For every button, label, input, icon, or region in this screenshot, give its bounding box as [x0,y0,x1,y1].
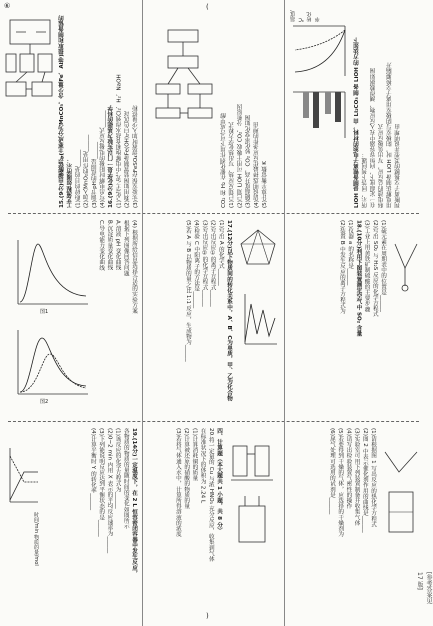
mid-right-panel [285,214,427,420]
tc-line-4: (3)随温度升高，CO₂ 转化率变化如图 [245,114,252,208]
bc-line-1: 四、计算题（本大题共 1 小题，共 8 分） [216,428,222,534]
br-line-2: (2)图 2 中表示催化剂作用的曲线是______ [361,428,368,533]
bl-figure-labels [4,512,40,572]
bracket-mark-top: ( [206,3,209,11]
top-right-panel [285,8,427,212]
mr-line-3: (3)工业上用黄铁矿制硫酸的主要步骤 [363,220,370,312]
bl-line-1: 19.(14分)一定温度下，在 2 L 恒容密闭容器中发生反应， [131,428,137,577]
q16-part-1: (1)“化学之光”中电解饱和食盐水得到Cl₂、H₂、NaOH [116,74,123,208]
page-number: ⑥ [4,2,11,10]
chart-label-rate: 转化率 [306,12,321,22]
mr-line-2: (2)写出 SO₂ 与 H₂S 反应的化学方程式 [371,220,378,317]
bl-line-5: (3)下列能说明反应达到平衡状态的是______ [98,428,105,537]
bc-line-4: (1)计算消耗铜的质量 [191,428,198,481]
mid-center-panel [143,214,284,420]
tr-line-6: 判断离子交换膜的类型并说明理由 [395,124,402,208]
bc-line-2: 20.将一定量的 Cu 与浓 HNO₃ 充分反应，收集到气体 [207,428,214,562]
tc-line-2: (1)已知反应热，写出热化学方程式 [229,121,236,208]
br-line-1: (1)请根据图 1 写出反应的热化学方程式 [370,428,376,528]
figure-label-1: 图1 [40,309,49,315]
ml-line-1: 根据下列图像回答问题 [122,220,129,276]
mr-line-5: (1)仪器 a 的名称是______ [347,220,354,286]
bottom-right-text [291,428,377,608]
bl-line-2: 各物质的物质的量随时间的变化如图所示 [122,428,129,529]
bottom-center-panel [143,422,284,612]
bl-line-6: (4)计算平衡时 Y 的转化率______ [89,428,96,511]
mr-line-1: (1)硫元素在周期表中的位置是______ [380,220,386,312]
q15-part-2: (2)加入MnO₂的作用是______ [83,134,90,208]
bl-line-3: (1)该反应的化学方程式为______ [114,428,121,509]
q16-part-2: (2)利用如图装置制备Fe(OH)₂白色沉淀 [124,111,131,208]
tr-line-1: LiOH 是制备锂离子电池的材料，由 Li₂CO₃ 制备 LiOH 的方法如下 [354,37,360,208]
mc-line-1: 17.(12分)以下物质间的转化关系中，A、B、C为单质，甲、乙为化合物 [226,220,232,402]
q16-title: 16.(9分)化学是一门以实验为基础的科学 [108,105,115,208]
flowchart-diagram [148,12,218,122]
q15-text-column [58,12,138,208]
tc-line-1: CO₂ 和 H₂ 在催化剂作用下可合成甲醇 [221,112,227,208]
br-line-5: (5)若要得到干燥的气体，应选择的干燥剂为 [337,428,344,537]
top-left-panel [0,8,142,212]
tr-chart-labels [289,10,349,22]
bottom-left-text [44,428,138,608]
bc-line-5: (2)计算被还原的硝酸的物质的量 [183,428,190,509]
q15-part-4: (4)写出电解时阳极的电极反应式______ [100,110,107,208]
mc-line-3: (2)写出反应①的离子方程式______ [209,220,216,307]
mc-line-6: (5)若 A 与 B 以物质的量之比 1:1 反应，生成物为______ [184,220,191,362]
ml-caption: (4) 根据所给信息选择合适的实验方案 [131,220,137,314]
tc-line-3: (2)已知 LiOH 可用于吸收 CO₂，分析原因 [237,103,244,208]
mr-line-4: 18.(10分)利用下图装置测定空气中 SO₂ 含量 [355,220,362,337]
tr-line-3: 在一定温度下，向恒容容器中充入反应物，测得数据如图 [370,68,377,208]
mid-left-graphs [8,234,96,404]
ml-line-3: B.沉淀质量变化曲线 [106,220,113,271]
bl-line-4: (2)0~2 min 内用 X 表示的平均反应速率为______ [106,428,113,554]
answer-reference: [参考答案见 17 版] [416,572,432,605]
apparatus-diagram [2,12,56,102]
bc-line-3: 在标准状况下的体积为 2.24 L [199,428,206,504]
br-line-6: (6)尾气处理可选用的试剂是______ [328,428,335,515]
mid-left-text [100,220,138,416]
br-line-4: (4)请写出检验装置气密性的操作 [345,428,352,509]
tc-line-6: (5)计算平衡常数 K [262,161,269,208]
q15-title: 15.(9分)由碳酸锰矿(主要成分为MnCO₃，含少量Fe、Al等)提取和制备锰的工艺流程如图所示： [59,15,74,208]
ml-line-2: A.溶液 pH 变化曲线 [114,220,121,271]
ml-line-4: C.导电能力变化曲线 [98,220,105,271]
mc-line-4: (3)写出反应②的化学方程式______ [201,220,208,307]
q15-part-3: (3)调节pH的范围是______ [91,141,98,208]
q16-part-3: (3)实验室保存FeSO₄溶液时加入少量铁粉 [132,105,139,208]
bottom-left-panel [0,422,142,612]
tc-line-5: (4)请说明选择最佳反应条件的理由 [253,121,260,208]
top-center-text [220,12,280,208]
top-center-panel [143,8,284,212]
bc-line-6: (3)若将气体通入水中，计算所得溶液的浓度 [174,428,181,537]
bottom-center-apparatus [225,436,281,556]
q15-part-1: (1)粉碎的目的是______ [75,149,82,208]
mid-left-panel [0,214,142,420]
bottom-right-figure [379,442,423,562]
figure-label-2: 图2 [40,399,49,405]
top-right-charts [289,12,351,142]
bottom-center-text [149,428,223,608]
chart-label-temp: 温度/℃ [290,10,305,22]
tr-line-2: 所示，回答下列问题： [362,152,369,208]
tr-line-4: 料电池的总反应，写出负极反应式 [378,124,385,208]
mc-line-2: (1)写出 A 的化学式______ [217,220,224,286]
mc-line-5: (4)检验 C 中阳离子的方法是______ [193,220,200,309]
mid-center-diagrams [235,224,281,414]
top-right-text [353,12,423,208]
bl-axis-x: 时间/min [33,512,39,534]
mr-line-6: (2)装置 B 中发生反应的离子方程式为 [338,220,345,314]
mid-center-text [149,220,233,416]
bl-axis-y: 物质的量/mol [33,534,39,566]
bracket-mark-bottom: ) [206,612,209,620]
mid-right-apparatus [389,234,423,294]
bottom-right-panel [285,422,432,612]
mid-right-text [291,220,387,416]
tr-line-5: 用电解法制备 LiOH 时，阳极室与阴极室用离子交换膜隔开 [386,62,393,208]
br-line-3: (3)实验室可用下列装置制备并收集气体 [353,428,360,526]
